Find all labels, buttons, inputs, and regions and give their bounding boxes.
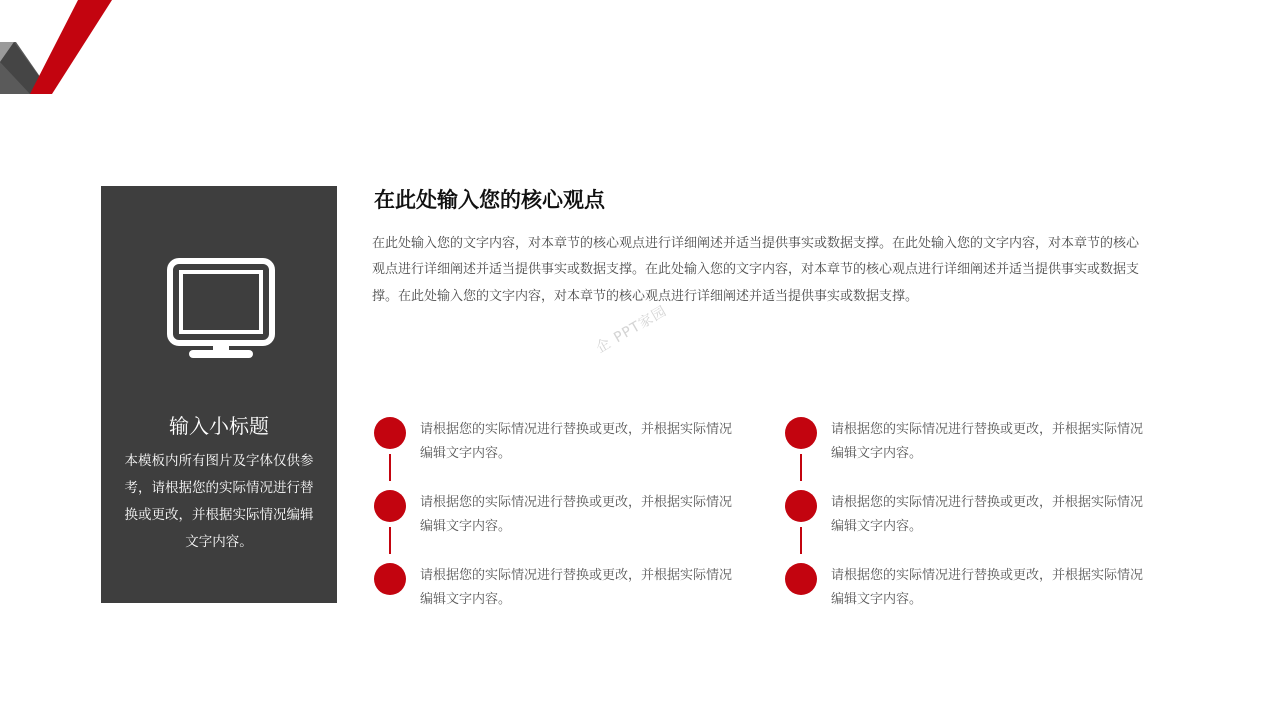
corner-checkmark-logo — [0, 0, 120, 100]
timeline-text: 请根据您的实际情况进行替换或更改，并根据实际情况编辑文字内容。 — [420, 568, 733, 607]
timeline-text: 请根据您的实际情况进行替换或更改，并根据实际情况编辑文字内容。 — [831, 422, 1144, 461]
panel-title: 输入小标题 — [169, 414, 269, 438]
watermark: 企 PPT家园 — [593, 303, 670, 357]
timeline-item-right-2 — [785, 490, 1145, 540]
timeline-item-right-3 — [785, 563, 1145, 613]
timeline-connector — [800, 454, 802, 481]
timeline-dot — [785, 563, 817, 595]
timeline-text: 请根据您的实际情况进行替换或更改，并根据实际情况编辑文字内容。 — [831, 568, 1144, 607]
timeline-connector — [800, 527, 802, 554]
timeline-connector — [389, 527, 391, 554]
left-panel — [101, 186, 337, 603]
timeline-item-right-1 — [785, 417, 1145, 467]
timeline-text: 请根据您的实际情况进行替换或更改，并根据实际情况编辑文字内容。 — [420, 422, 733, 461]
timeline-dot — [785, 417, 817, 449]
main-title: 在此处输入您的核心观点 — [374, 188, 605, 212]
timeline-text: 请根据您的实际情况进行替换或更改，并根据实际情况编辑文字内容。 — [831, 495, 1144, 534]
timeline-dot — [374, 490, 406, 522]
timeline-dot — [374, 563, 406, 595]
timeline-dot — [374, 417, 406, 449]
timeline-connector — [389, 454, 391, 481]
timeline-text: 请根据您的实际情况进行替换或更改，并根据实际情况编辑文字内容。 — [420, 495, 733, 534]
timeline-item-left-3 — [374, 563, 734, 613]
main-body: 在此处输入您的文字内容，对本章节的核心观点进行详细阐述并适当提供事实或数据支撑。在此处输入您的文字内容，对本章节的核心观点进行详细阐述并适当提供事实或数据支撑。在此处输入您的文字内容，对本章节的核心观点进行详细阐述并适当提供事实或数据支撑。在此处输入您的文字内容，对本章节的核心观点进行详细阐述并适当提供事实或数据支撑。 — [372, 236, 1140, 304]
timeline-item-left-1 — [374, 417, 734, 467]
timeline-item-left-2 — [374, 490, 734, 540]
timeline-dot — [785, 490, 817, 522]
monitor-icon — [167, 258, 275, 362]
panel-body: 本模板内所有图片及字体仅供参考，请根据您的实际情况进行替换或更改，并根据实际情况编辑文字内容。 — [124, 453, 314, 550]
